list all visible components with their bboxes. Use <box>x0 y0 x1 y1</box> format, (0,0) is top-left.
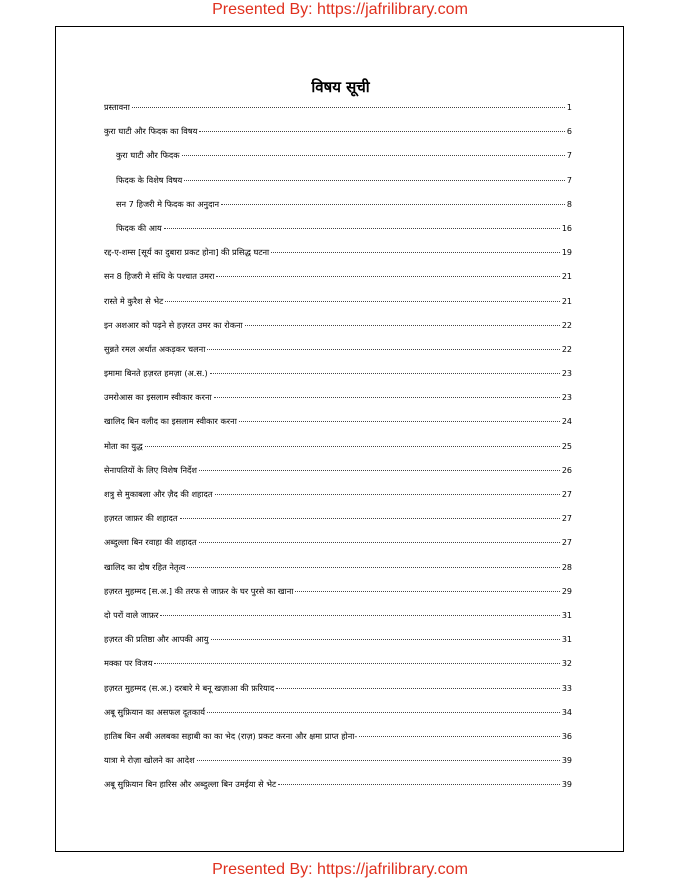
toc-entry[interactable] <box>104 222 572 246</box>
toc-entry[interactable] <box>104 101 572 125</box>
toc-entry[interactable] <box>104 391 572 415</box>
toc-entry[interactable] <box>104 682 572 706</box>
toc-entry-label: सेनापतियों के लिए विशेष निर्देश <box>104 464 197 475</box>
toc-dot-leader <box>271 252 560 253</box>
toc-entry[interactable] <box>104 464 572 488</box>
toc-dot-leader <box>215 494 560 495</box>
toc-entry-page: 7 <box>566 151 572 161</box>
toc-entry-page: 7 <box>566 175 572 185</box>
toc-title: विषय सूची <box>311 78 370 96</box>
toc-entry-page: 22 <box>561 344 572 354</box>
toc-entry-label: दो परों वाले जाफ़र <box>104 609 159 620</box>
toc-entry-label: सन 7 हिजरी मे फिदक का अनुदान <box>116 198 220 209</box>
toc-dot-leader <box>221 204 565 205</box>
toc-entry-page: 1 <box>566 103 572 112</box>
toc-dot-leader <box>154 663 559 664</box>
toc-entry-page: 34 <box>561 707 572 717</box>
toc-entry[interactable] <box>104 440 572 464</box>
toc-dot-leader <box>184 180 565 181</box>
toc-dot-leader <box>211 639 560 640</box>
toc-dot-leader <box>165 301 560 302</box>
toc-dot-leader <box>199 131 565 132</box>
toc-entry-label: हज़रत मुहम्मद [स.अ.] की तरफ से जाफ़र के घर पुरसे का खाना <box>104 585 294 596</box>
toc-dot-leader <box>245 325 560 326</box>
toc-entry[interactable] <box>104 730 572 754</box>
toc-entry-page: 27 <box>561 490 572 499</box>
toc-entry-page: 6 <box>566 127 572 137</box>
toc-dot-leader <box>359 736 559 737</box>
toc-dot-leader <box>199 542 560 543</box>
toc-entry[interactable] <box>104 295 572 319</box>
toc-entry[interactable] <box>104 512 572 536</box>
watermark-bottom: Presented By: https://jafrilibrary.com <box>212 861 468 878</box>
toc-entry[interactable] <box>104 488 572 512</box>
toc-dot-leader <box>160 615 559 616</box>
toc-entry-label: हज़रत की प्रतिष्ठा और आपकी आयु <box>104 634 209 645</box>
toc-entry-page: 28 <box>561 562 572 572</box>
toc-entry-label: अबू सुफ़ियान बिन हारिस और अब्दुल्ला बिन उमईया से भेट <box>104 779 277 790</box>
toc-entry[interactable] <box>104 343 572 367</box>
toc-entry-label: इन अशआर को पढ़ने से हज़रत उमर का रोकना <box>104 319 243 330</box>
toc-entry-page: 31 <box>561 635 572 645</box>
toc-entry-label: उमरोआस का इसलाम स्वीकार करना <box>104 392 212 403</box>
toc-entry-page: 21 <box>561 296 572 306</box>
toc-entry-page: 39 <box>561 756 572 766</box>
toc-entry[interactable] <box>104 778 572 802</box>
toc-entry-label: हातिब बिन अबी अलबका सहाबी का का भेद (राज़) प्रकट करना और क्षमा प्राप्त होना- <box>104 730 358 741</box>
toc-entry-label: रद्द-ए-शम्स [सूर्य का दुबारा प्रकट होना] की प्रसिद्ध घटना <box>104 247 270 258</box>
toc-entry-label: सुन्नते रमल अर्थात अकड़कर चलना <box>104 343 206 354</box>
toc-dot-leader <box>187 567 560 568</box>
toc-entry-page: 22 <box>561 320 572 330</box>
toc-entry-page: 23 <box>561 393 572 403</box>
toc-entry-page: 23 <box>561 369 572 379</box>
toc-entry-label: इमामा बिनते हज़रत हमज़ा (अ.स.) <box>104 368 208 379</box>
toc-entry[interactable] <box>104 706 572 730</box>
toc-entry[interactable] <box>104 561 572 585</box>
toc-entry-page: 33 <box>561 683 572 693</box>
toc-entry[interactable] <box>104 125 572 149</box>
toc-dot-leader <box>132 107 565 108</box>
toc-entry[interactable] <box>104 609 572 633</box>
toc-list <box>104 101 572 802</box>
toc-dot-leader <box>182 155 565 156</box>
toc-entry-page: 21 <box>561 272 572 282</box>
toc-dot-leader <box>295 591 559 592</box>
toc-entry[interactable] <box>104 198 572 222</box>
toc-dot-leader <box>197 760 560 761</box>
toc-dot-leader <box>207 349 559 350</box>
toc-entry-label: फिदक की आय <box>116 222 162 233</box>
toc-entry-label: कुरा घाटी और फिदक <box>116 150 180 161</box>
toc-entry[interactable] <box>104 536 572 560</box>
toc-entry-label: हज़रत मुहम्मद (स.अ.) दरबारे मे बनू खज़ाआ की फ़रियाद <box>104 682 275 693</box>
toc-entry[interactable] <box>104 754 572 778</box>
toc-entry-label: शत्रु से मुकाबला और ज़ैद की शहादत <box>104 489 213 499</box>
toc-dot-leader <box>180 518 560 519</box>
toc-entry[interactable] <box>104 246 572 270</box>
toc-entry-page: 29 <box>561 586 572 596</box>
toc-entry-page: 8 <box>566 199 572 209</box>
toc-entry-label: खालिद का दोष रहित नेतृत्व <box>104 561 186 572</box>
toc-entry[interactable] <box>104 174 572 198</box>
toc-entry-page: 19 <box>561 248 572 258</box>
document-page <box>55 26 624 852</box>
toc-entry[interactable] <box>104 633 572 657</box>
toc-entry[interactable] <box>104 319 572 343</box>
toc-entry[interactable] <box>104 585 572 609</box>
toc-entry-label: सन 8 हिजरी मे संधि के पश्चात उमरा <box>104 271 215 282</box>
toc-entry[interactable] <box>104 270 572 294</box>
toc-entry[interactable] <box>104 415 572 439</box>
toc-entry-label: अब्दुल्ला बिन रवाहा की शहादत <box>104 537 197 548</box>
toc-entry-label: मोता का युद्ध <box>104 440 143 451</box>
toc-entry-label: खालिद बिन वलीद का इसलाम स्वीकार करना <box>104 416 237 427</box>
toc-entry-page: 32 <box>561 659 572 669</box>
watermark-top: Presented By: https://jafrilibrary.com <box>212 1 468 18</box>
toc-entry-page: 16 <box>561 223 572 233</box>
toc-entry-label: यात्रा मे रोज़ा खोलने का आदेश <box>104 755 195 766</box>
toc-entry-label: कुरा घाटी और फिदक का विषय <box>104 126 198 137</box>
toc-dot-leader <box>276 688 560 689</box>
toc-entry[interactable] <box>104 367 572 391</box>
toc-entry[interactable] <box>104 657 572 681</box>
toc-dot-leader <box>199 470 560 471</box>
toc-entry-label: रास्ते मे कुरैश से भेट <box>104 295 164 306</box>
toc-entry-page: 24 <box>561 417 572 427</box>
toc-entry-label: फिदक के विशेष विषय <box>116 174 183 185</box>
toc-entry-label: हज़रत जाफ़र की शहादत <box>104 513 178 524</box>
toc-entry-label: मक्का पर विजय <box>104 658 153 669</box>
toc-entry-page: 31 <box>561 610 572 620</box>
toc-dot-leader <box>207 712 560 713</box>
toc-dot-leader <box>145 446 560 447</box>
toc-entry-label: अबू सुफ़ियान का असफल दूतकार्य <box>104 706 205 717</box>
toc-entry-page: 26 <box>561 465 572 475</box>
toc-entry-page: 39 <box>561 780 572 790</box>
toc-dot-leader <box>214 397 560 398</box>
toc-entry[interactable] <box>104 149 572 173</box>
toc-entry-page: 27 <box>561 538 572 548</box>
toc-dot-leader <box>210 373 560 374</box>
toc-entry-page: 27 <box>561 514 572 524</box>
toc-dot-leader <box>239 421 560 422</box>
toc-entry-page: 36 <box>561 731 572 741</box>
toc-entry-label: प्रस्तावना <box>104 102 130 112</box>
toc-entry-page: 25 <box>561 441 572 451</box>
toc-dot-leader <box>278 784 560 785</box>
toc-dot-leader <box>164 228 560 229</box>
toc-dot-leader <box>216 276 559 277</box>
